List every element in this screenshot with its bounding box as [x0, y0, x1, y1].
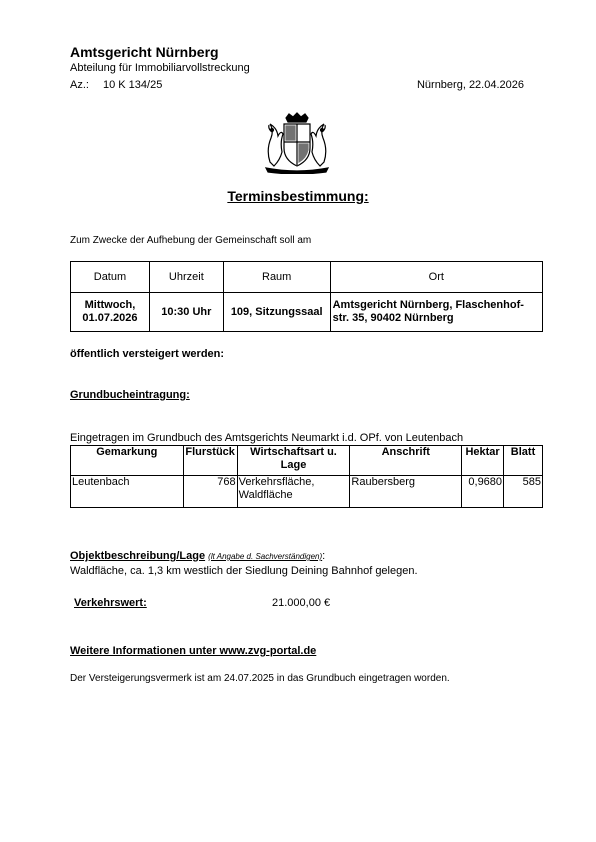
col-header-time: Uhrzeit: [149, 262, 223, 293]
appointment-place-line2: str. 35, 90402 Nürnberg: [332, 312, 454, 324]
appointment-date-value: 01.07.2026: [82, 312, 138, 324]
appointment-row: [71, 293, 543, 332]
market-value: 21.000,00 €: [272, 597, 331, 609]
bavarian-coat-of-arms-icon: [262, 112, 332, 174]
land-register-header-row: [71, 446, 543, 476]
col-header-date: Datum: [71, 262, 150, 293]
file-number: 10 K 134/25: [103, 79, 163, 91]
appointment-date: [71, 293, 150, 332]
object-heading-colon: :: [322, 550, 326, 562]
col-header-wirtschaftsart: Wirtschaftsart u. Lage: [237, 446, 350, 476]
col-header-hektar: Hektar: [462, 446, 504, 476]
appointment-header-row: [71, 262, 543, 293]
appointment-room: 109, Sitzungssaal: [223, 293, 330, 332]
document-title: Terminsbestimmung:: [227, 188, 369, 204]
market-value-label: Verkehrswert:: [74, 597, 147, 609]
cell-anschrift: Raubersberg: [350, 476, 462, 508]
land-register-heading: Grundbucheintragung:: [70, 389, 190, 401]
auction-statement: öffentlich versteigert werden:: [70, 348, 225, 360]
appointment-place-line1: Amtsgericht Nürnberg, Flaschenhof-: [332, 299, 524, 311]
appointment-table: [70, 261, 543, 332]
cell-gemarkung: Leutenbach: [71, 476, 184, 508]
intro-text: Zum Zwecke der Aufhebung der Gemeinschaft soll am: [70, 235, 312, 246]
object-heading-note: (lt Angabe d. Sachverständigen): [208, 552, 323, 561]
col-header-room: Raum: [223, 262, 330, 293]
object-heading-text: Objektbeschreibung/Lage: [70, 550, 206, 562]
file-number-label: Az.:: [70, 79, 89, 91]
col-header-blatt: Blatt: [504, 446, 543, 476]
cell-flurstueck: 768: [183, 476, 237, 508]
cell-hektar: 0,9680: [462, 476, 504, 508]
object-description-heading: [70, 550, 325, 563]
info-link[interactable]: Weitere Informationen unter www.zvg-portal.de: [70, 645, 317, 657]
appointment-time: 10:30 Uhr: [149, 293, 223, 332]
land-register-row: [71, 476, 543, 508]
department: Abteilung für Immobiliarvollstreckung: [70, 62, 250, 74]
land-register-table: [70, 445, 543, 508]
col-header-gemarkung: Gemarkung: [71, 446, 184, 476]
place-date: Nürnberg, 22.04.2026: [416, 79, 524, 91]
col-header-anschrift: Anschrift: [350, 446, 462, 476]
cell-blatt: 585: [504, 476, 543, 508]
col-header-place: Ort: [330, 262, 542, 293]
land-register-note: Eingetragen im Grundbuch des Amtsgerichts Neumarkt i.d. OPf. von Leutenbach: [70, 432, 464, 444]
court-name: Amtsgericht Nürnberg: [70, 44, 219, 60]
appointment-place: [330, 293, 542, 332]
object-description: Waldfläche, ca. 1,3 km westlich der Siedlung Deining Bahnhof gelegen.: [70, 565, 418, 577]
appointment-weekday: Mittwoch,: [84, 299, 136, 311]
col-header-flurstueck: Flurstück: [183, 446, 237, 476]
final-statement: Der Versteigerungsvermerk ist am 24.07.2025 in das Grundbuch eingetragen worden.: [70, 673, 450, 684]
cell-wirtschaftsart: Verkehrsfläche, Waldfläche: [237, 476, 350, 508]
